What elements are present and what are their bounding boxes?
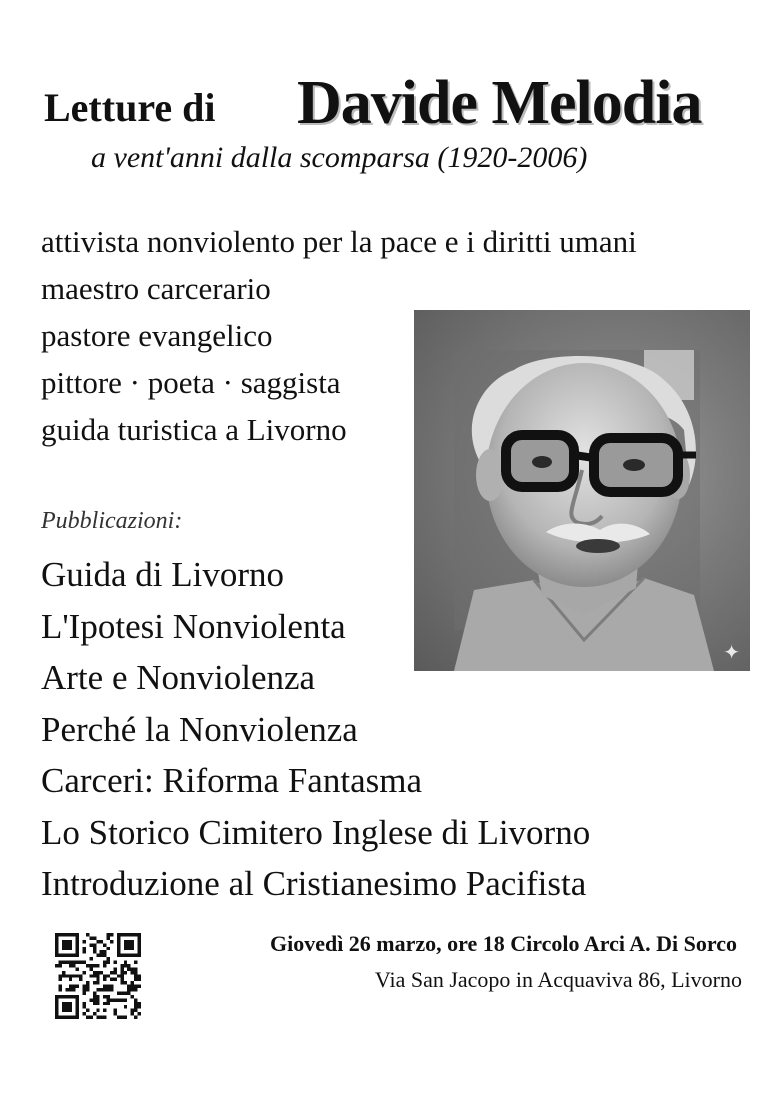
publication-item: Carceri: Riforma Fantasma: [41, 761, 422, 800]
role-item: pastore evangelico: [41, 318, 273, 353]
qr-code-icon[interactable]: [55, 933, 141, 1019]
role-item: pittore · poeta · saggista: [41, 365, 341, 400]
publication-item: Perché la Nonviolenza: [41, 709, 358, 749]
publication-item: L'Ipotesi Nonviolenta: [41, 606, 346, 646]
role-item: guida turistica a Livorno: [41, 412, 347, 447]
publication-item: Guida di Livorno: [41, 555, 285, 594]
role-item: maestro carcerario: [41, 271, 271, 306]
title-name: Davide Melodia: [297, 69, 702, 137]
publications-list: [41, 549, 590, 910]
event-datetime-venue: Giovedì 26 marzo, ore 18 Circolo Arci A. Di Sorco: [269, 931, 737, 956]
publication-item: Lo Storico Cimitero Inglese di Livorno: [41, 812, 591, 852]
subtitle: a vent'anni dalla scomparsa (1920-2006): [91, 141, 588, 174]
title-prefix: Letture di: [44, 85, 216, 130]
publication-item: Introduzione al Cristianesimo Pacifista: [41, 864, 587, 903]
sparkle-icon: ✦: [723, 642, 740, 664]
publications-heading: Pubblicazioni:: [41, 508, 183, 534]
role-item: attivista nonviolento per la pace e i diritti umani: [41, 224, 637, 259]
event-address: Via San Jacopo in Acquaviva 86, Livorno: [374, 967, 742, 992]
publication-item: Arte e Nonviolenza: [41, 658, 316, 697]
